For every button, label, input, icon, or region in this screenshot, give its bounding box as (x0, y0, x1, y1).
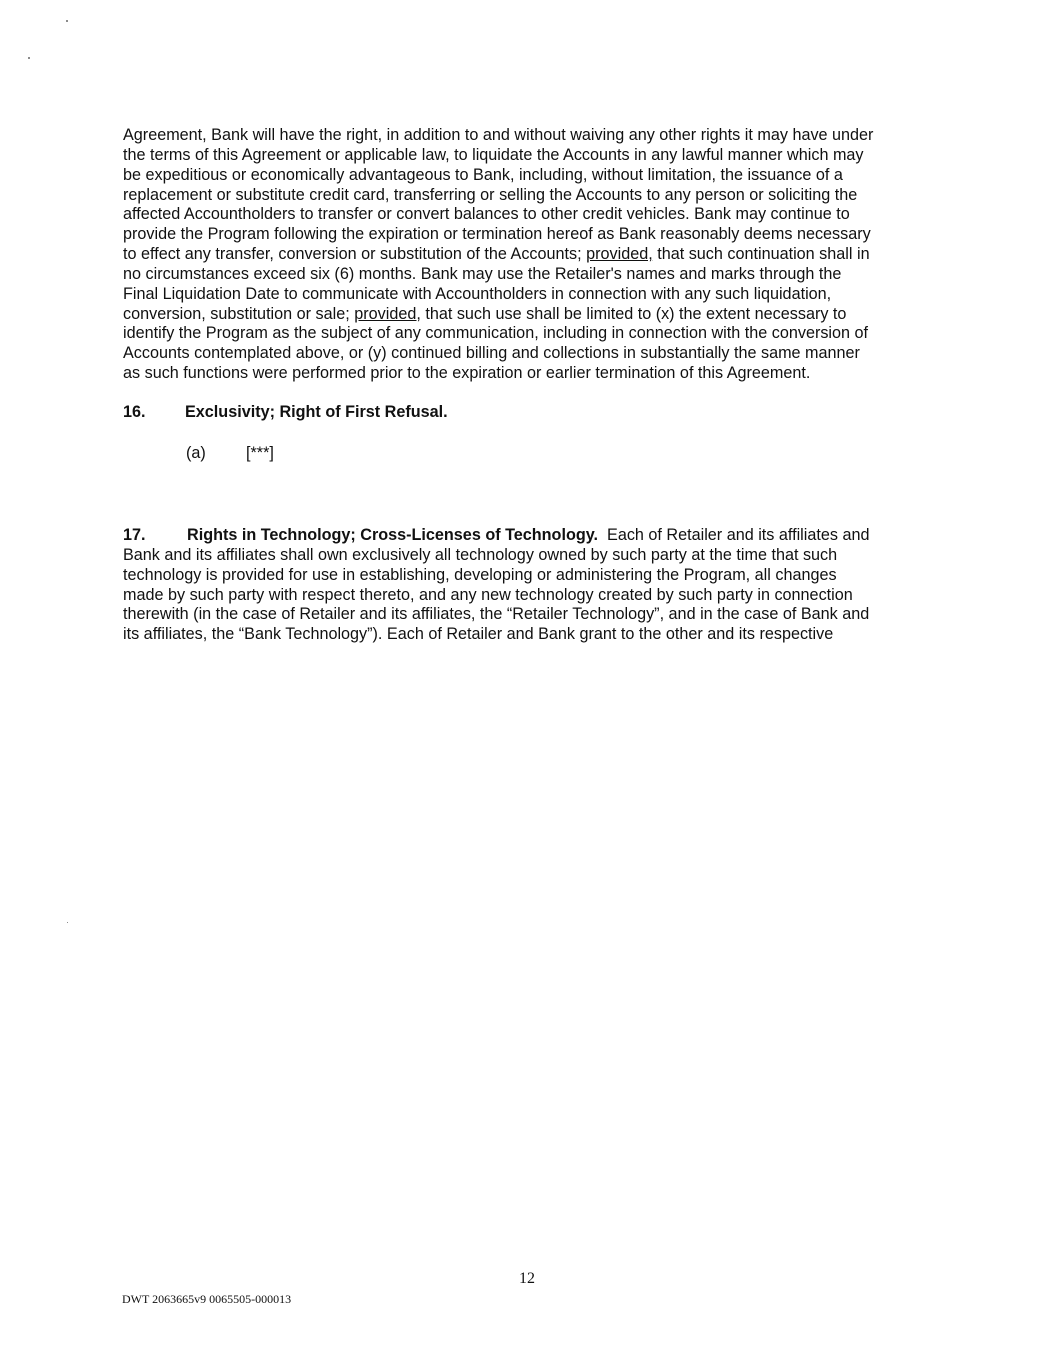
paragraph-line: as such functions were performed prior to the expiration or earlier termination of this Agreement. (123, 364, 811, 383)
line-text: conversion, substitution or sale; (123, 304, 355, 323)
paragraph-line (123, 245, 935, 265)
scan-speck (66, 20, 68, 22)
section-number: 17. (123, 526, 146, 544)
paragraph-line: therewith (in the case of Retailer and its affiliates, the “Retailer Technology”, and in the case of Bank and (123, 605, 870, 624)
paragraph-line: provide the Program following the expiration or termination hereof as Bank reasonably deems necessary (123, 225, 871, 244)
provided-underlined: provided, (354, 304, 421, 323)
paragraph-line: Bank and its affiliates shall own exclusively all technology owned by such party at the time that such (123, 545, 838, 564)
page-number: 12 (519, 1270, 535, 1287)
top-paragraph (123, 126, 935, 384)
paragraph-line: made by such party with respect thereto, and any new technology created by such party in connection (123, 585, 853, 604)
item-label: (a) (186, 444, 206, 462)
paragraph-line: replacement or substitute credit card, transferring or selling the Accounts to any person or soliciting the (123, 185, 858, 204)
paragraph-line: the terms of this Agreement or applicable law, to liquidate the Accounts in any lawful manner which may (123, 145, 864, 164)
scan-speck (67, 922, 68, 923)
section-17-paragraph (123, 526, 935, 645)
provided-underlined: provided, (586, 245, 653, 264)
paragraph-line: be expeditious or economically advantageous to Bank, including, without limitation, the issuance of a (123, 165, 843, 184)
paragraph-line: identify the Program as the subject of any communication, including in connection with the conversion of (123, 324, 869, 343)
paragraph-line: affected Accountholders to transfer or convert balances to other credit vehicles. Bank may continue to (123, 205, 850, 224)
redacted-text: [***] (246, 444, 274, 462)
line-text: that such use shall be limited to (x) the extent necessary to (420, 304, 847, 323)
paragraph-line: technology is provided for use in establishing, developing or administering the Program, all changes (123, 565, 837, 584)
paragraph-line: Final Liquidation Date to communicate with Accountholders in connection with any such liquidation, (123, 284, 832, 303)
section-number: 16. (123, 403, 146, 421)
section-16-item-a (186, 444, 274, 463)
document-id: DWT 2063665v9 0065505-000013 (122, 1292, 292, 1306)
paragraph-line: its affiliates, the “Bank Technology”). Each of Retailer and Bank grant to the other and its respective (123, 625, 834, 644)
paragraph-line: Accounts contemplated above, or (y) continued billing and collections in substantially the same manner (123, 344, 860, 363)
paragraph-line: no circumstances exceed six (6) months. Bank may use the Retailer's names and marks through the (123, 264, 842, 283)
paragraph-line (123, 305, 935, 325)
section-16-heading (123, 403, 448, 422)
line-text: that such continuation shall in (652, 245, 870, 264)
section-title: Rights in Technology; Cross-Licenses of Technology. (187, 526, 599, 544)
line-text: Each of Retailer and its affiliates and (598, 526, 870, 544)
paragraph-line: Agreement, Bank will have the right, in addition to and without waiving any other rights it may have under (123, 126, 874, 144)
scan-speck (28, 57, 30, 59)
paragraph-line (123, 526, 935, 546)
section-title: Exclusivity; Right of First Refusal. (185, 403, 448, 421)
line-text: to effect any transfer, conversion or substitution of the Accounts; (123, 245, 587, 264)
